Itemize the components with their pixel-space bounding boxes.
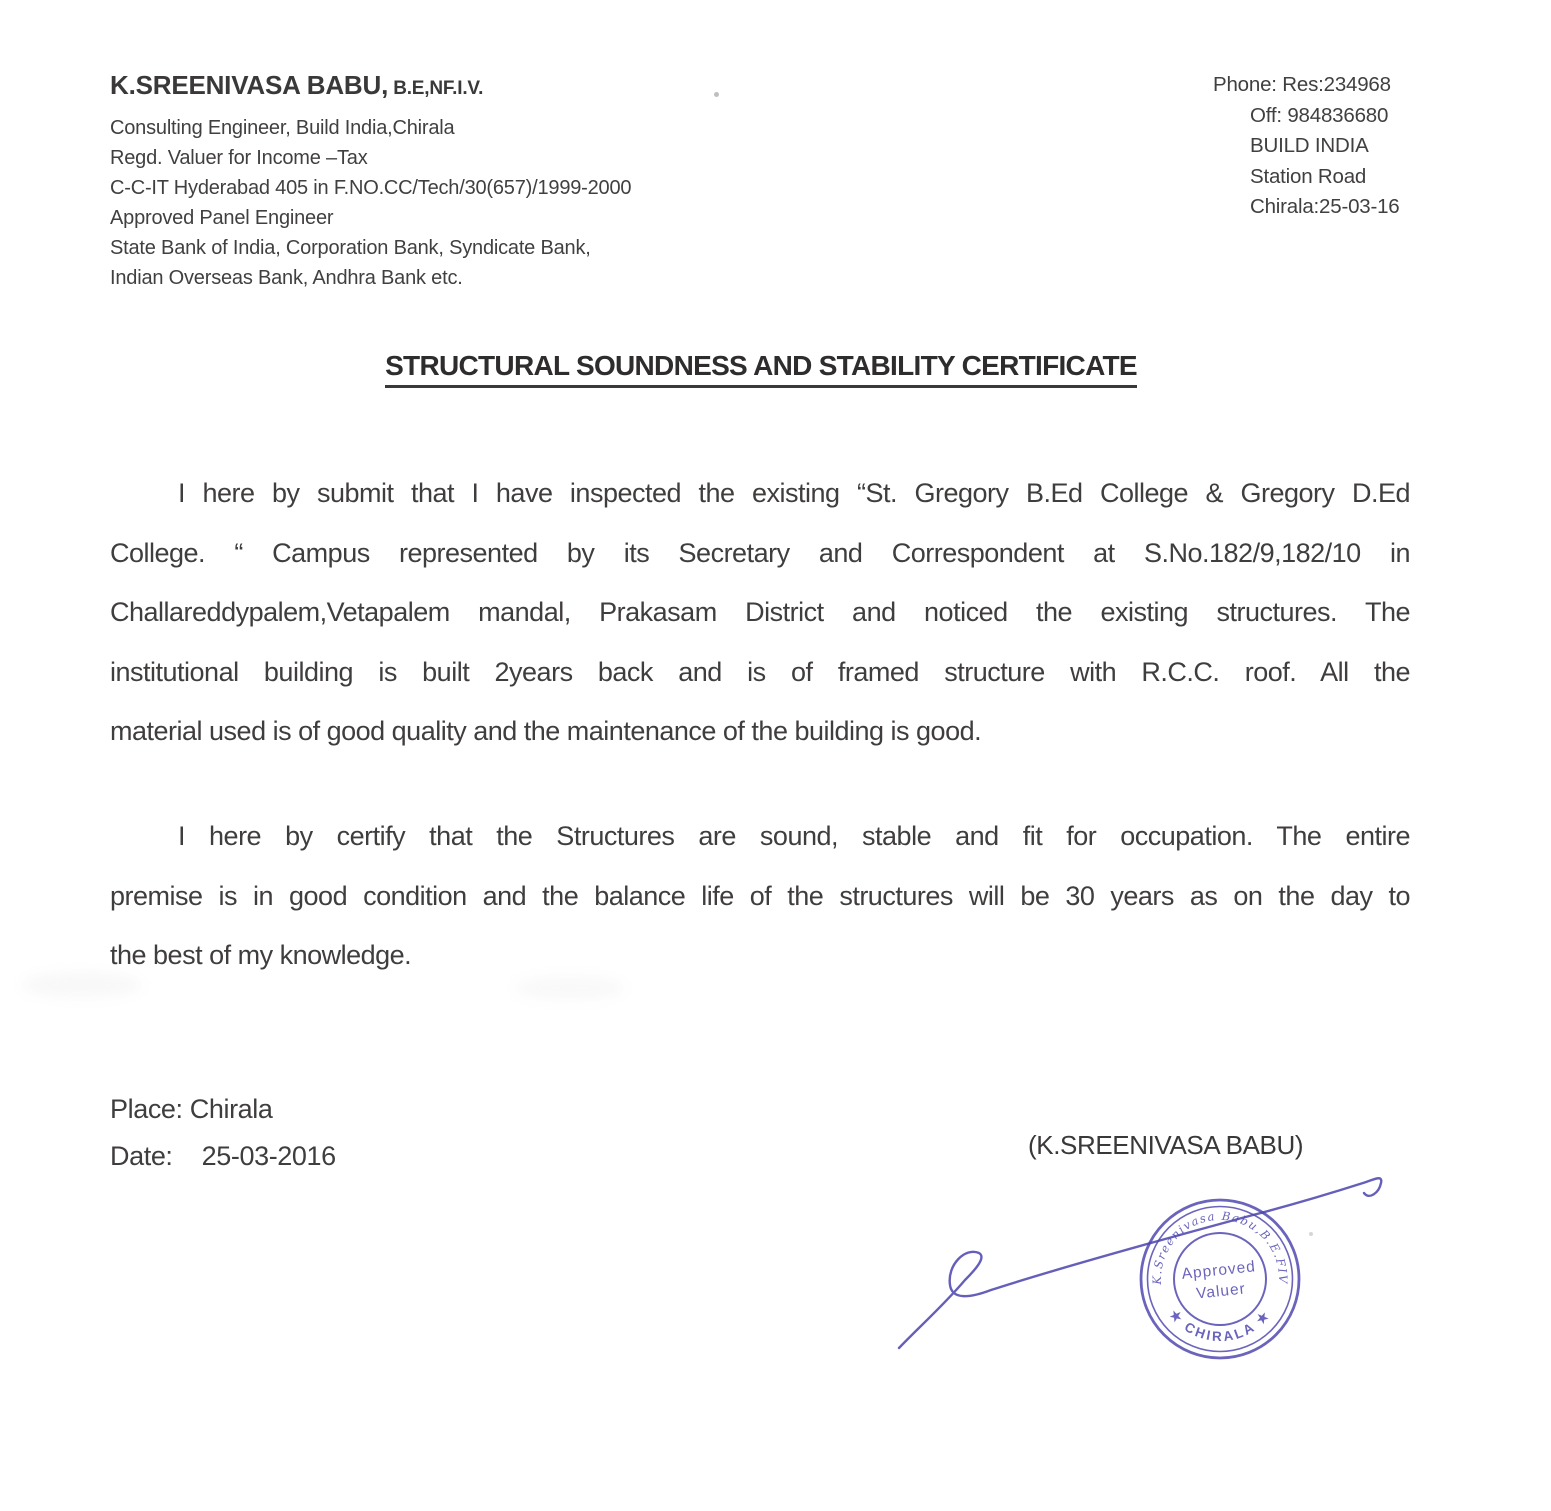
letterhead-line: C-C-IT Hyderabad 405 in F.NO.CC/Tech/30(657)/1999-2000: [110, 177, 632, 199]
certificate-title: STRUCTURAL SOUNDNESS AND STABILITY CERTIFICATE: [385, 350, 1137, 388]
letterhead-line: Indian Overseas Bank, Andhra Bank etc.: [110, 267, 463, 289]
contact-office: Off: 984836680: [1250, 103, 1389, 127]
date-line: [110, 1133, 336, 1180]
place-date-block: [110, 1086, 336, 1180]
stamp-name-text: K.Sreenivasa Babu,B.E.FIV: [1149, 1208, 1291, 1285]
contact-place-date: Chirala:25-03-16: [1250, 195, 1400, 218]
body-line: premise is in good condition and the balance life of the structures will be 30 years as on the day to: [110, 880, 1410, 911]
signatory-name: (K.SREENIVASA BABU): [1028, 1130, 1304, 1160]
engineer-credentials: B.E,NF.I.V.: [388, 78, 484, 99]
paragraph-certification: [110, 807, 1410, 986]
engineer-name: K.SREENIVASA BABU,: [110, 70, 389, 100]
stamp-city-text: ★ CHIRALA ★: [1166, 1306, 1274, 1345]
date-value: 25-03-2016: [201, 1141, 336, 1171]
letterhead-line: Approved Panel Engineer: [110, 207, 334, 229]
place-value: Chirala: [189, 1094, 273, 1124]
contact-phone: Phone: Res:234968: [1213, 73, 1391, 96]
letterhead-left: [110, 68, 631, 293]
body-line: the best of my knowledge.: [110, 940, 412, 970]
signature-stroke: [899, 1178, 1381, 1348]
date-label: Date:: [110, 1141, 173, 1171]
body-line: I here by submit that I have inspected the existing “St. Gregory B.Ed College & Gregory D.Ed: [178, 478, 1410, 508]
scan-smudge: [515, 976, 625, 1000]
body-line: Challareddypalem,Vetapalem mandal, Prakasam District and noticed the existing structures. The: [110, 597, 1410, 627]
stamp-valuer-text: Valuer: [1195, 1280, 1247, 1303]
stamp-approved-text: Approved: [1180, 1258, 1257, 1283]
body-line: I here by certify that the Structures are sound, stable and fit for occupation. The entire: [178, 821, 1410, 851]
scan-smudge: [22, 972, 142, 998]
body-line: material used is of good quality and the maintenance of the building is good.: [110, 716, 982, 746]
contact-address: Station Road: [1250, 164, 1367, 188]
place-line: [110, 1086, 336, 1133]
handwritten-signature: [893, 1158, 1453, 1458]
paragraph-inspection: [110, 464, 1410, 762]
engineer-name-line: [110, 68, 631, 106]
title-row: [110, 350, 1412, 388]
letterhead-line: Regd. Valuer for Income –Tax: [110, 147, 368, 169]
scan-speck: [714, 92, 719, 97]
contact-firm: BUILD INDIA: [1250, 134, 1369, 157]
letterhead-line: Consulting Engineer, Build India,Chirala: [110, 117, 455, 139]
letterhead-line: State Bank of India, Corporation Bank, Syndicate Bank,: [110, 237, 591, 259]
letterhead-contact: [1213, 70, 1400, 223]
body-line: institutional building is built 2years back and is of framed structure with R.C.C. roof. All the: [110, 656, 1410, 687]
place-label: Place:: [110, 1094, 183, 1124]
body-line: College. “ Campus represented by its Secretary and Correspondent at S.No.182/9,182/10 in: [110, 537, 1410, 568]
